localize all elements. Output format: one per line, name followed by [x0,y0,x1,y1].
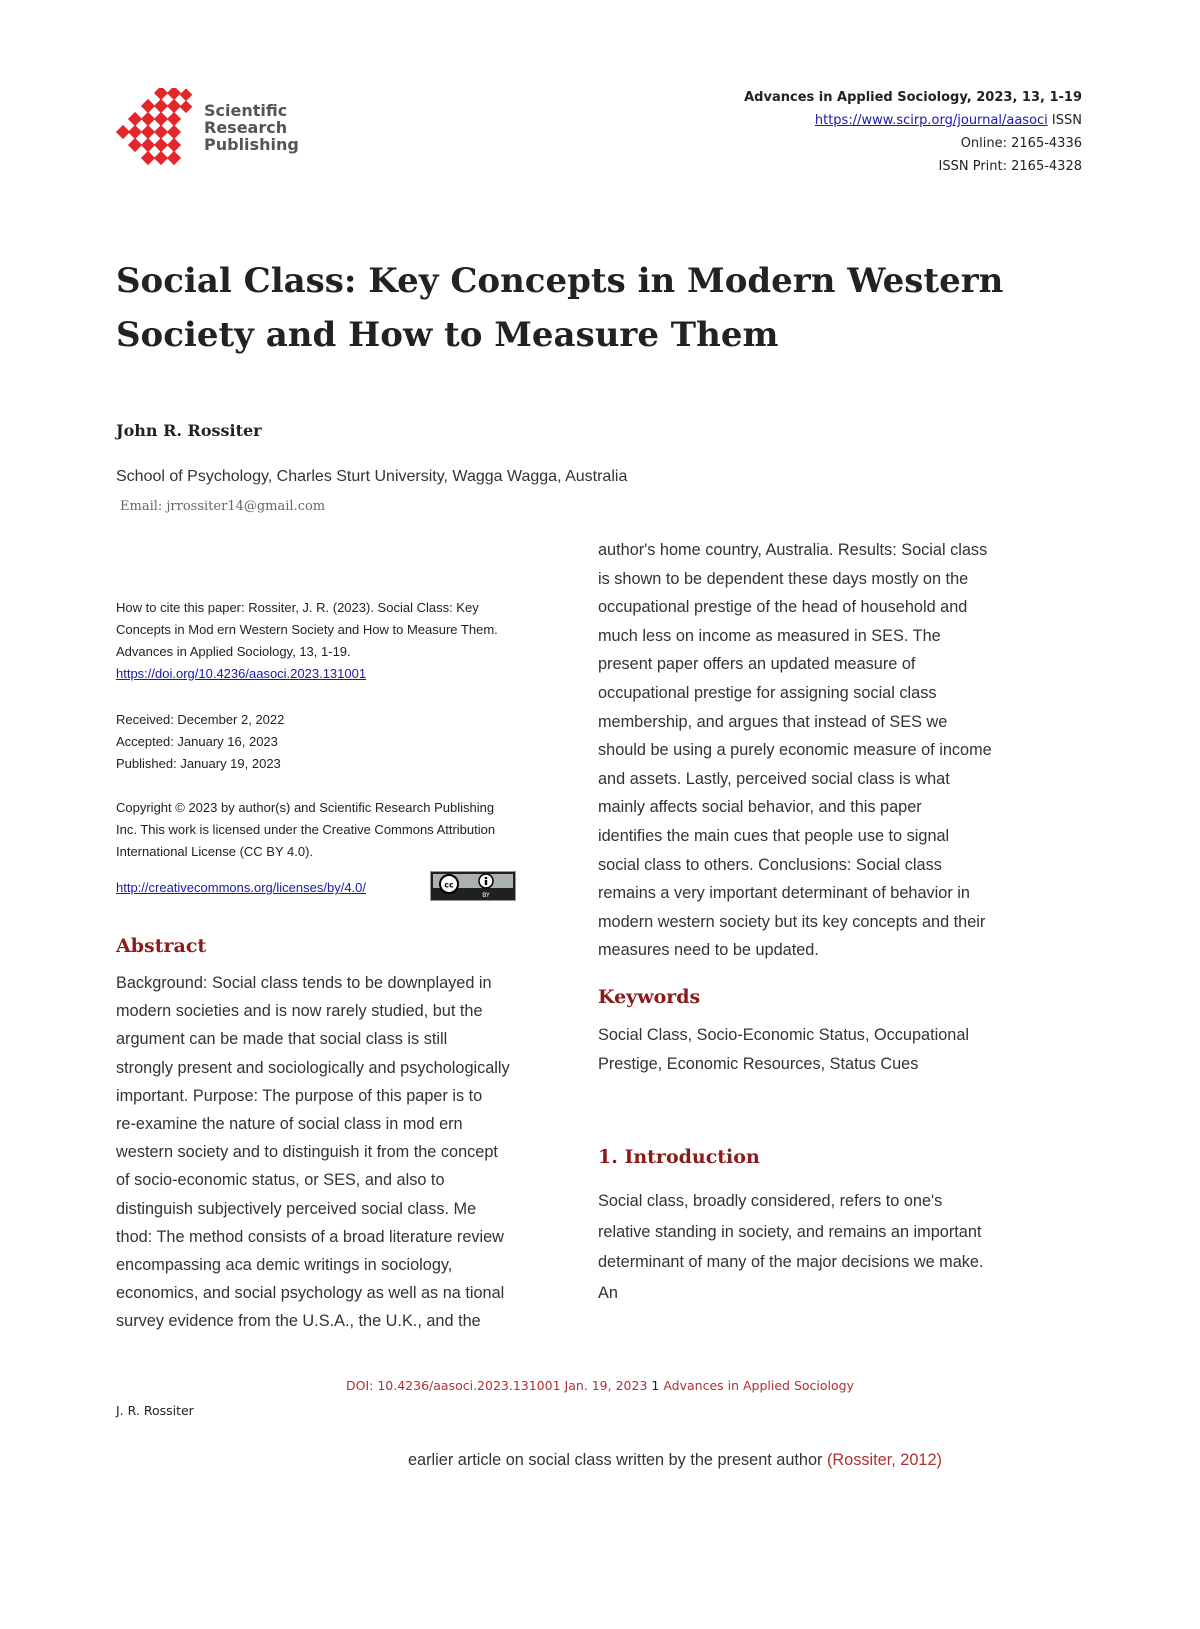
journal-info [744,86,1082,178]
abstract-line: measures need to be updated. [598,941,819,960]
doi-link[interactable]: https://doi.org/10.4236/aasoci.2023.131001 [116,666,367,681]
abstract-line: of socio-economic status, or SES, and also to [116,1171,445,1190]
page2-text-body: earlier article on social class written by the present author [408,1451,827,1469]
intro-line: An [598,1283,618,1302]
abstract-line: much less on income as measured in SES. The [598,626,941,645]
abstract-line: re-examine the nature of social class in mod ern [116,1115,463,1134]
journal-url-link[interactable]: https://www.scirp.org/journal/aasoci [814,113,1048,128]
logo-line: Publishing [204,135,299,154]
intro-line: Social class, broadly considered, refers to one's [598,1192,943,1210]
accepted-date: Accepted: January 16, 2023 [116,734,278,749]
abstract-line: occupational prestige of the head of household and [598,598,968,617]
svg-text:BY: BY [482,892,490,899]
footer-doi: DOI: 10.4236/aasoci.2023.131001 Jan. 19, 2023 [346,1378,648,1393]
journal-name: Advances in Applied Sociology, 2023, 13, 1-19 [744,90,1082,105]
issn-online: Online: 2165-4336 [960,136,1082,151]
keywords-list [598,1021,1088,1078]
publisher-logo [116,88,316,168]
citation-line: How to cite this paper: Rossiter, J. R. (2023). Social Class: Key [116,600,479,615]
abstract-line: is shown to be dependent these days mostly on the [598,569,969,588]
title-line: Social Class: Key Concepts in Modern Western [116,261,1004,301]
copyright-line: Copyright © 2023 by author(s) and Scientific Research Publishing [116,800,495,815]
cc-icon [431,872,515,900]
page-footer [0,1378,1200,1393]
citation-line: Concepts in Mod ern Western Society and How to Measure Them. [116,622,498,637]
intro-line: determinant of many of the major decisions we make. [598,1253,984,1271]
copyright-line: International License (CC BY 4.0). [116,844,314,859]
keywords-line: Social Class, Socio-Economic Status, Occupational [598,1026,970,1044]
abstract-line: and assets. Lastly, perceived social class is what [598,769,950,788]
abstract-line: occupational prestige for assigning social class [598,683,937,702]
published-date: Published: January 19, 2023 [116,756,281,771]
logo-diamond-icon [116,88,200,168]
page-number: 1 [651,1378,660,1393]
issn-print: ISSN Print: 2165-4328 [938,159,1082,174]
abstract-line: Background: Social class tends to be downplayed in [116,974,492,992]
abstract-line: author's home country, Australia. Results: Social class [598,541,988,559]
cc-by-license-icon[interactable] [430,871,516,901]
abstract-heading: Abstract [116,935,207,957]
abstract-line: important. Purpose: The purpose of this paper is to [116,1086,483,1105]
journal-url-line [744,109,1082,132]
introduction-heading: 1. Introduction [598,1146,760,1168]
license-link[interactable]: http://creativecommons.org/licenses/by/4.0/ [116,880,367,895]
page2-citation-link[interactable]: (Rossiter, 2012) [827,1451,942,1469]
citation-block [116,597,586,685]
abstract-line: strongly present and sociologically and psychologically [116,1058,510,1077]
abstract-line: modern western society but its key concepts and their [598,912,986,931]
intro-line: relative standing in society, and remains an important [598,1222,982,1241]
paper-title [116,254,1076,362]
abstract-line: thod: The method consists of a broad literature review [116,1227,504,1246]
affiliation: School of Psychology, Charles Sturt University, Wagga Wagga, Australia [116,468,628,485]
abstract-line: social class to others. Conclusions: Social class [598,855,942,874]
abstract-line: remains a very important determinant of behavior in [598,884,970,903]
journal-url-suffix: ISSN [1047,113,1082,128]
keywords-heading: Keywords [598,986,701,1008]
abstract-line: present paper offers an updated measure of [598,655,916,674]
abstract-line: mainly affects social behavior, and this paper [598,798,922,817]
footer-journal: Advances in Applied Sociology [663,1378,854,1393]
abstract-line: membership, and argues that instead of SES we [598,712,948,731]
abstract-left-column [116,969,596,1336]
abstract-line: survey evidence from the U.S.A., the U.K., and the [116,1312,481,1331]
introduction-text [598,1186,1088,1308]
logo-line: Research [204,118,288,137]
author-name: John R. Rossiter [116,421,262,440]
abstract-line: encompassing aca demic writings in sociology, [116,1256,453,1275]
dates-block [116,709,586,775]
logo-line: Scientific [204,101,288,120]
citation-line: Advances in Applied Sociology, 13, 1-19. [116,644,351,659]
abstract-right-column [598,536,1088,965]
keywords-line: Prestige, Economic Resources, Status Cues [598,1054,919,1073]
author-email: Email: jrrossiter14@gmail.com [120,499,326,514]
svg-text:cc: cc [444,880,454,890]
abstract-line: economics, and social psychology as well as na tional [116,1284,505,1303]
abstract-line: identifies the main cues that people use to signal [598,826,950,845]
title-line: Society and How to Measure Them [116,315,779,355]
copyright-line: Inc. This work is licensed under the Creative Commons Attribution [116,822,496,837]
running-head: J. R. Rossiter [116,1403,194,1418]
logo-text [204,102,299,153]
abstract-line: should be using a purely economic measure of income [598,741,992,760]
abstract-line: argument can be made that social class is still [116,1030,448,1049]
page2-text [408,1451,942,1470]
abstract-line: western society and to distinguish it from the concept [116,1143,498,1162]
copyright-block [116,797,586,863]
abstract-line: distinguish subjectively perceived social class. Me [116,1199,477,1218]
received-date: Received: December 2, 2022 [116,712,285,727]
abstract-line: modern societies and is now rarely studied, but the [116,1002,483,1021]
